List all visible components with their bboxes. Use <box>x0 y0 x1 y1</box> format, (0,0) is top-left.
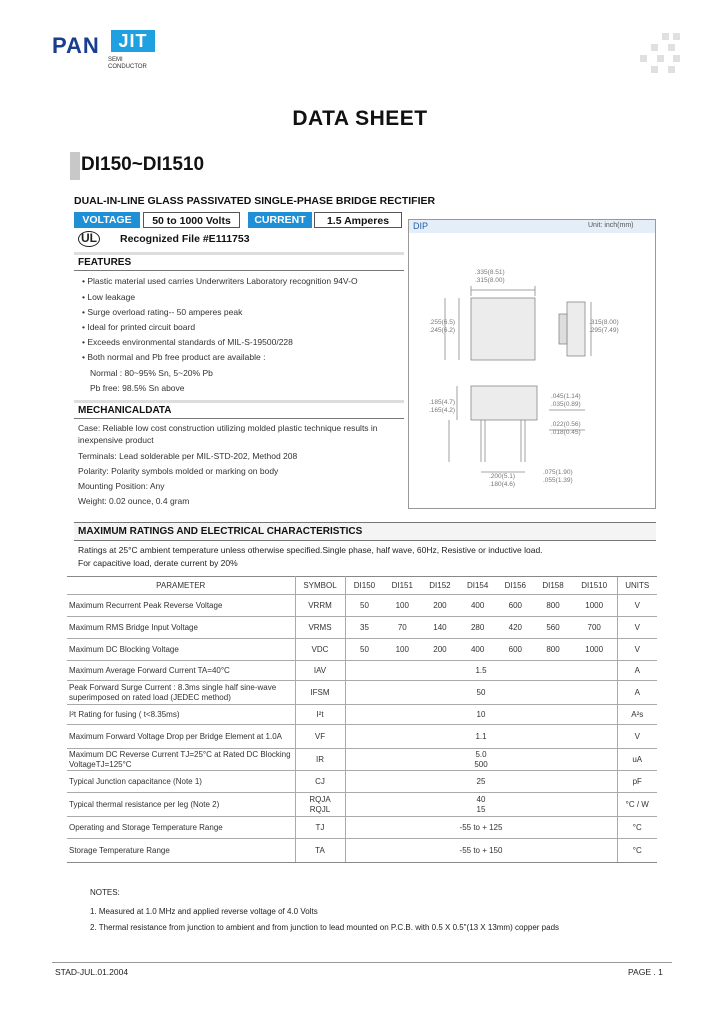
value-cell: 600 <box>497 595 535 617</box>
footer-page: PAGE . 1 <box>628 967 663 977</box>
param-cell: Maximum Forward Voltage Drop per Bridge Element at 1.0A <box>67 725 295 749</box>
product-subtitle: DUAL-IN-LINE GLASS PASSIVATED SINGLE-PHASE BRIDGE RECTIFIER <box>74 195 436 207</box>
value-cell: 400 <box>459 639 497 661</box>
current-label: CURRENT <box>248 212 312 228</box>
value-cell: -55 to + 150 <box>345 839 617 863</box>
symbol-cell: TJ <box>295 817 345 839</box>
part-number: DI150~DI1510 <box>81 154 205 175</box>
value-cell: -55 to + 125 <box>345 817 617 839</box>
value-cell: 400 <box>459 595 497 617</box>
logo-pan: PAN <box>52 33 100 58</box>
mech-item: Terminals: Lead solderable per MIL-STD-202, Method 208 <box>78 451 298 461</box>
value-cell: 1.1 <box>345 725 617 749</box>
symbol-cell: VDC <box>295 639 345 661</box>
dim-label: .022(0.56) <box>551 421 581 428</box>
table-header-cell: DI152 <box>421 577 459 595</box>
logo-subtext <box>108 57 147 71</box>
value-cell: 40 15 <box>345 793 617 817</box>
value-cell: 420 <box>497 617 535 639</box>
mech-item: Case: Reliable low cost construction utilizing molded plastic technique results in <box>78 423 378 433</box>
feature-item: • Plastic material used carries Underwriters Laboratory recognition 94V-O <box>82 276 358 286</box>
dim-label: .295(7.49) <box>589 327 619 334</box>
table-row <box>67 817 657 839</box>
dim-label: .315(8.00) <box>589 319 619 326</box>
table-row <box>67 617 657 639</box>
ratings-note-1: Ratings at 25°C ambient temperature unless otherwise specified.Single phase, half wave, 60Hz, Resistive or inductive load. <box>78 545 543 555</box>
unit-cell: V <box>617 725 657 749</box>
feature-item: Pb free: 98.5% Sn above <box>90 383 185 393</box>
feature-item: • Ideal for printed circuit board <box>82 322 196 332</box>
features-heading: FEATURES <box>74 255 404 271</box>
table-row <box>67 681 657 705</box>
param-cell: Maximum Average Forward Current TA=40°C <box>67 661 295 681</box>
table-header-cell: PARAMETER <box>67 577 295 595</box>
mechanical-heading: MECHANICALDATA <box>74 403 404 419</box>
note-2: 2. Thermal resistance from junction to ambient and from junction to lead mounted on P.C.B. with 0.5 X 0.5"(13 X 13mm) copper pads <box>90 923 560 932</box>
table-row <box>67 771 657 793</box>
table-row <box>67 725 657 749</box>
note-1: 1. Measured at 1.0 MHz and applied reverse voltage of 4.0 Volts <box>90 907 318 916</box>
feature-item: • Both normal and Pb free product are available : <box>82 352 266 362</box>
unit-cell: °C / W <box>617 793 657 817</box>
part-number-bar <box>70 152 80 180</box>
table-row <box>67 749 657 771</box>
unit-cell: pF <box>617 771 657 793</box>
table-row <box>67 793 657 817</box>
footer-date: STAD-JUL.01.2004 <box>55 967 129 977</box>
dim-label: .165(4.2) <box>429 407 456 414</box>
value-cell: 1000 <box>572 595 617 617</box>
value-cell: 200 <box>421 595 459 617</box>
param-cell: Storage Temperature Range <box>67 839 295 863</box>
unit-cell: °C <box>617 817 657 839</box>
unit-cell: uA <box>617 749 657 771</box>
param-cell: Maximum Recurrent Peak Reverse Voltage <box>67 595 295 617</box>
dim-label: .200(5.1) <box>489 473 516 480</box>
dim-label: .185(4.7) <box>429 399 456 406</box>
param-cell: Typical thermal resistance per leg (Note 2) <box>67 793 295 817</box>
table-header-cell: DI1510 <box>572 577 617 595</box>
voltage-value: 50 to 1000 Volts <box>143 212 240 228</box>
param-cell: Maximum RMS Bridge Input Voltage <box>67 617 295 639</box>
unit-cell: V <box>617 617 657 639</box>
ratings-note-2: For capacitive load, derate current by 20% <box>78 558 238 568</box>
unit-cell: A <box>617 661 657 681</box>
unit-cell: A <box>617 681 657 705</box>
table-row <box>67 839 657 863</box>
value-cell: 50 <box>345 681 617 705</box>
value-cell: 100 <box>383 595 421 617</box>
dim-label: .245(6.2) <box>429 327 456 334</box>
footer-divider <box>52 962 672 963</box>
dim-label: .035(0.89) <box>551 401 581 408</box>
value-cell: 35 <box>345 617 383 639</box>
current-value: 1.5 Amperes <box>314 212 402 228</box>
symbol-cell: VRMS <box>295 617 345 639</box>
symbol-cell: RQJA RQJL <box>295 793 345 817</box>
symbol-cell: IFSM <box>295 681 345 705</box>
table-row <box>67 595 657 617</box>
logo-jit: JIT <box>111 30 155 52</box>
max-ratings-heading: MAXIMUM RATINGS AND ELECTRICAL CHARACTERISTICS <box>74 522 656 541</box>
package-drawing <box>409 234 655 508</box>
symbol-cell: TA <box>295 839 345 863</box>
table-header-cell: SYMBOL <box>295 577 345 595</box>
param-cell: Typical Junction capacitance (Note 1) <box>67 771 295 793</box>
table-header-cell: DI156 <box>497 577 535 595</box>
voltage-label: VOLTAGE <box>74 212 140 228</box>
value-cell: 800 <box>534 595 572 617</box>
param-cell: I²t Rating for fusing ( t<8.35ms) <box>67 705 295 725</box>
param-cell: Peak Forward Surge Current : 8.3ms single half sine-wave superimposed on rated load (JEDEC method) <box>67 681 295 705</box>
symbol-cell: VRRM <box>295 595 345 617</box>
ul-logo-icon: UL <box>78 231 100 247</box>
feature-item: • Exceeds environmental standards of MIL-S-19500/228 <box>82 337 293 347</box>
param-cell: Operating and Storage Temperature Range <box>67 817 295 839</box>
page-title: DATA SHEET <box>292 107 428 130</box>
value-cell: 800 <box>534 639 572 661</box>
dim-label: .315(8.00) <box>475 277 505 284</box>
recognized-file: Recognized File #E111753 <box>120 233 250 245</box>
table-header-cell: DI151 <box>383 577 421 595</box>
value-cell: 1000 <box>572 639 617 661</box>
param-cell: Maximum DC Reverse Current TJ=25°C at Rated DC Blocking VoltageTJ=125°C <box>67 749 295 771</box>
table-header-cell: UNITS <box>617 577 657 595</box>
table-row <box>67 661 657 681</box>
unit-cell: V <box>617 595 657 617</box>
diagram-label: DIP <box>413 221 429 231</box>
ratings-table <box>67 576 657 863</box>
value-cell: 50 <box>345 639 383 661</box>
table-row <box>67 639 657 661</box>
mech-item: Weight: 0.02 ounce, 0.4 gram <box>78 496 190 506</box>
value-cell: 560 <box>534 617 572 639</box>
dim-label: .335(8.51) <box>475 269 505 276</box>
dim-label: .255(6.5) <box>429 319 456 326</box>
value-cell: 100 <box>383 639 421 661</box>
param-cell: Maximum DC Blocking Voltage <box>67 639 295 661</box>
dim-label: .075(1.90) <box>543 469 573 476</box>
symbol-cell: IR <box>295 749 345 771</box>
feature-item: • Surge overload rating-- 50 amperes peak <box>82 307 243 317</box>
symbol-cell: I²t <box>295 705 345 725</box>
mech-item: Polarity: Polarity symbols molded or marking on body <box>78 466 279 476</box>
symbol-cell: CJ <box>295 771 345 793</box>
unit-cell: A²s <box>617 705 657 725</box>
table-header-cell: DI154 <box>459 577 497 595</box>
symbol-cell: IAV <box>295 661 345 681</box>
table-row <box>67 705 657 725</box>
value-cell: 1.5 <box>345 661 617 681</box>
diagram-unit: Unit: inch(mm) <box>588 222 634 229</box>
logo-sub2: CONDUCTOR <box>108 64 147 70</box>
value-cell: 140 <box>421 617 459 639</box>
symbol-cell: VF <box>295 725 345 749</box>
value-cell: 50 <box>345 595 383 617</box>
unit-cell: °C <box>617 839 657 863</box>
value-cell: 600 <box>497 639 535 661</box>
unit-cell: V <box>617 639 657 661</box>
feature-item: Normal : 80~95% Sn, 5~20% Pb <box>90 368 213 378</box>
dim-label: .045(1.14) <box>551 393 581 400</box>
table-header-cell: DI150 <box>345 577 383 595</box>
value-cell: 280 <box>459 617 497 639</box>
dim-label: .055(1.39) <box>543 477 573 484</box>
value-cell: 700 <box>572 617 617 639</box>
value-cell: 200 <box>421 639 459 661</box>
logo-sub1: SEMI <box>108 57 123 63</box>
feature-item: • Low leakage <box>82 292 136 302</box>
table-header-cell: DI158 <box>534 577 572 595</box>
notes-heading: NOTES: <box>90 888 120 897</box>
value-cell: 10 <box>345 705 617 725</box>
dim-label: .180(4.6) <box>489 481 516 488</box>
value-cell: 25 <box>345 771 617 793</box>
value-cell: 70 <box>383 617 421 639</box>
mech-item: Mounting Position: Any <box>78 481 165 491</box>
mech-item: inexpensive product <box>78 435 154 445</box>
checker-decoration-icon <box>640 33 684 77</box>
value-cell: 5.0 500 <box>345 749 617 771</box>
dim-label: .018(0.45) <box>551 429 581 436</box>
